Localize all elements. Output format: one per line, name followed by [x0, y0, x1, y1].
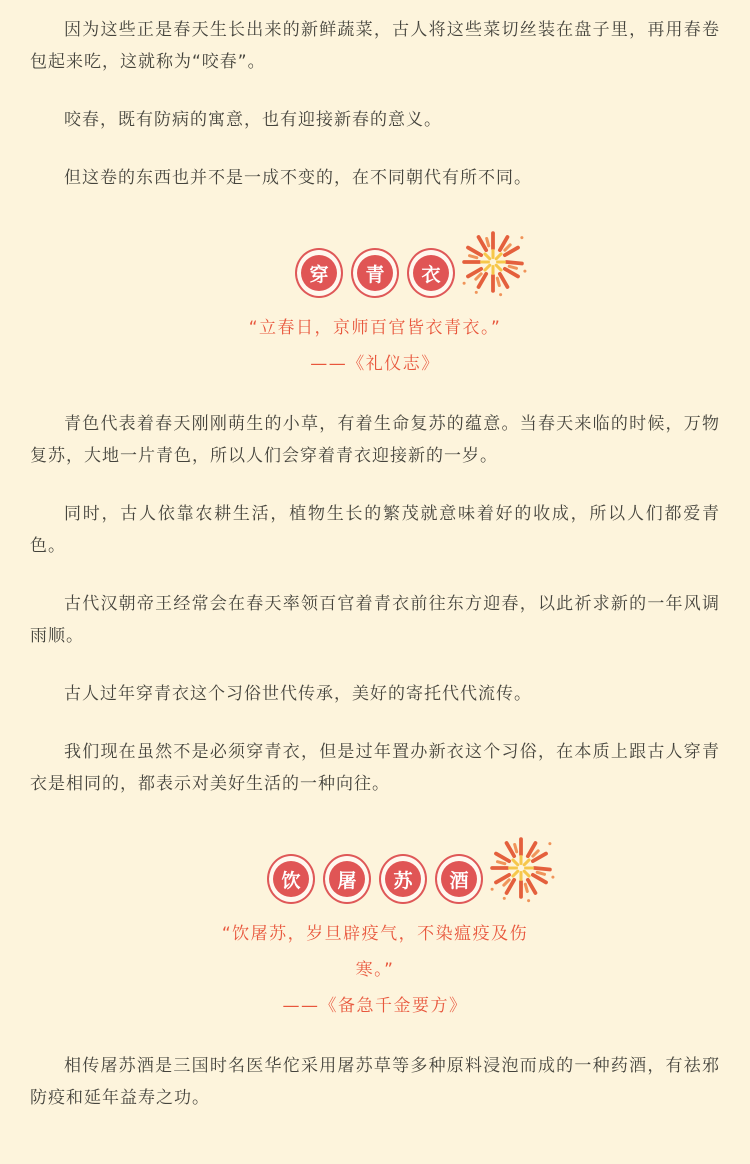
section-title-badge [267, 854, 315, 904]
paragraph: 相传屠苏酒是三国时名医华佗采用屠苏草等多种原料浸泡而成的一种药酒，有祛邪防疫和延年益寿之功。 [30, 1056, 720, 1108]
badge-row [291, 248, 459, 298]
paragraph: 因为这些正是春天生长出来的新鲜蔬菜，古人将这些菜切丝装在盘子里，再用春卷包起来吃，这就称为“咬春”。 [30, 20, 720, 72]
section-title-badge [323, 854, 371, 904]
paragraph: 同时，古人依靠农耕生活，植物生长的繁茂就意味着好的收成，所以人们都爱青色。 [30, 504, 720, 556]
section-header-chuan-qing-yi [30, 248, 720, 298]
quote-text: “饮屠苏，岁旦辟疫气，不染瘟疫及伤 [221, 924, 529, 944]
badge-char: 衣 [413, 255, 449, 291]
section-title-badge [351, 248, 399, 298]
paragraph: 古代汉朝帝王经常会在春天率领百官着青衣前往东方迎春，以此祈求新的一年风调雨顺。 [30, 594, 720, 646]
badge-char: 青 [357, 255, 393, 291]
badge-char: 屠 [329, 861, 365, 897]
quote-text: “立春日，京师百官皆衣青衣。” [248, 318, 502, 338]
paragraph: 我们现在虽然不是必须穿青衣，但是过年置办新衣这个习俗，在本质上跟古人穿青衣是相同的，都表示对美好生活的一种向往。 [30, 742, 720, 794]
badge-row [263, 854, 487, 904]
badge-char: 饮 [273, 861, 309, 897]
section-title-badge [295, 248, 343, 298]
fireworks-icon [455, 224, 531, 300]
section-title-badge [379, 854, 427, 904]
fireworks-icon [483, 830, 559, 906]
quote-text: 寒。” [355, 960, 395, 980]
section-header-yin-tu-su-jiu [30, 854, 720, 904]
badge-char: 穿 [301, 255, 337, 291]
quote-citation: ——《备急千金要方》 [282, 996, 468, 1016]
section-title-badge [435, 854, 483, 904]
quote-block [30, 310, 720, 382]
paragraph: 但这卷的东西也并不是一成不变的，在不同朝代有所不同。 [64, 168, 532, 188]
paragraph: 古人过年穿青衣这个习俗世代传承，美好的寄托代代流传。 [64, 684, 532, 704]
paragraph: 青色代表着春天刚刚萌生的小草，有着生命复苏的蕴意。当春天来临的时候，万物复苏，大地一片青色，所以人们会穿着青衣迎接新的一岁。 [30, 414, 720, 466]
paragraph: 咬春，既有防病的寓意，也有迎接新春的意义。 [64, 110, 442, 130]
badge-char: 苏 [385, 861, 421, 897]
section-title-badge [407, 248, 455, 298]
quote-block [30, 916, 720, 1024]
quote-citation: ——《礼仪志》 [310, 354, 440, 374]
badge-char: 酒 [441, 861, 477, 897]
